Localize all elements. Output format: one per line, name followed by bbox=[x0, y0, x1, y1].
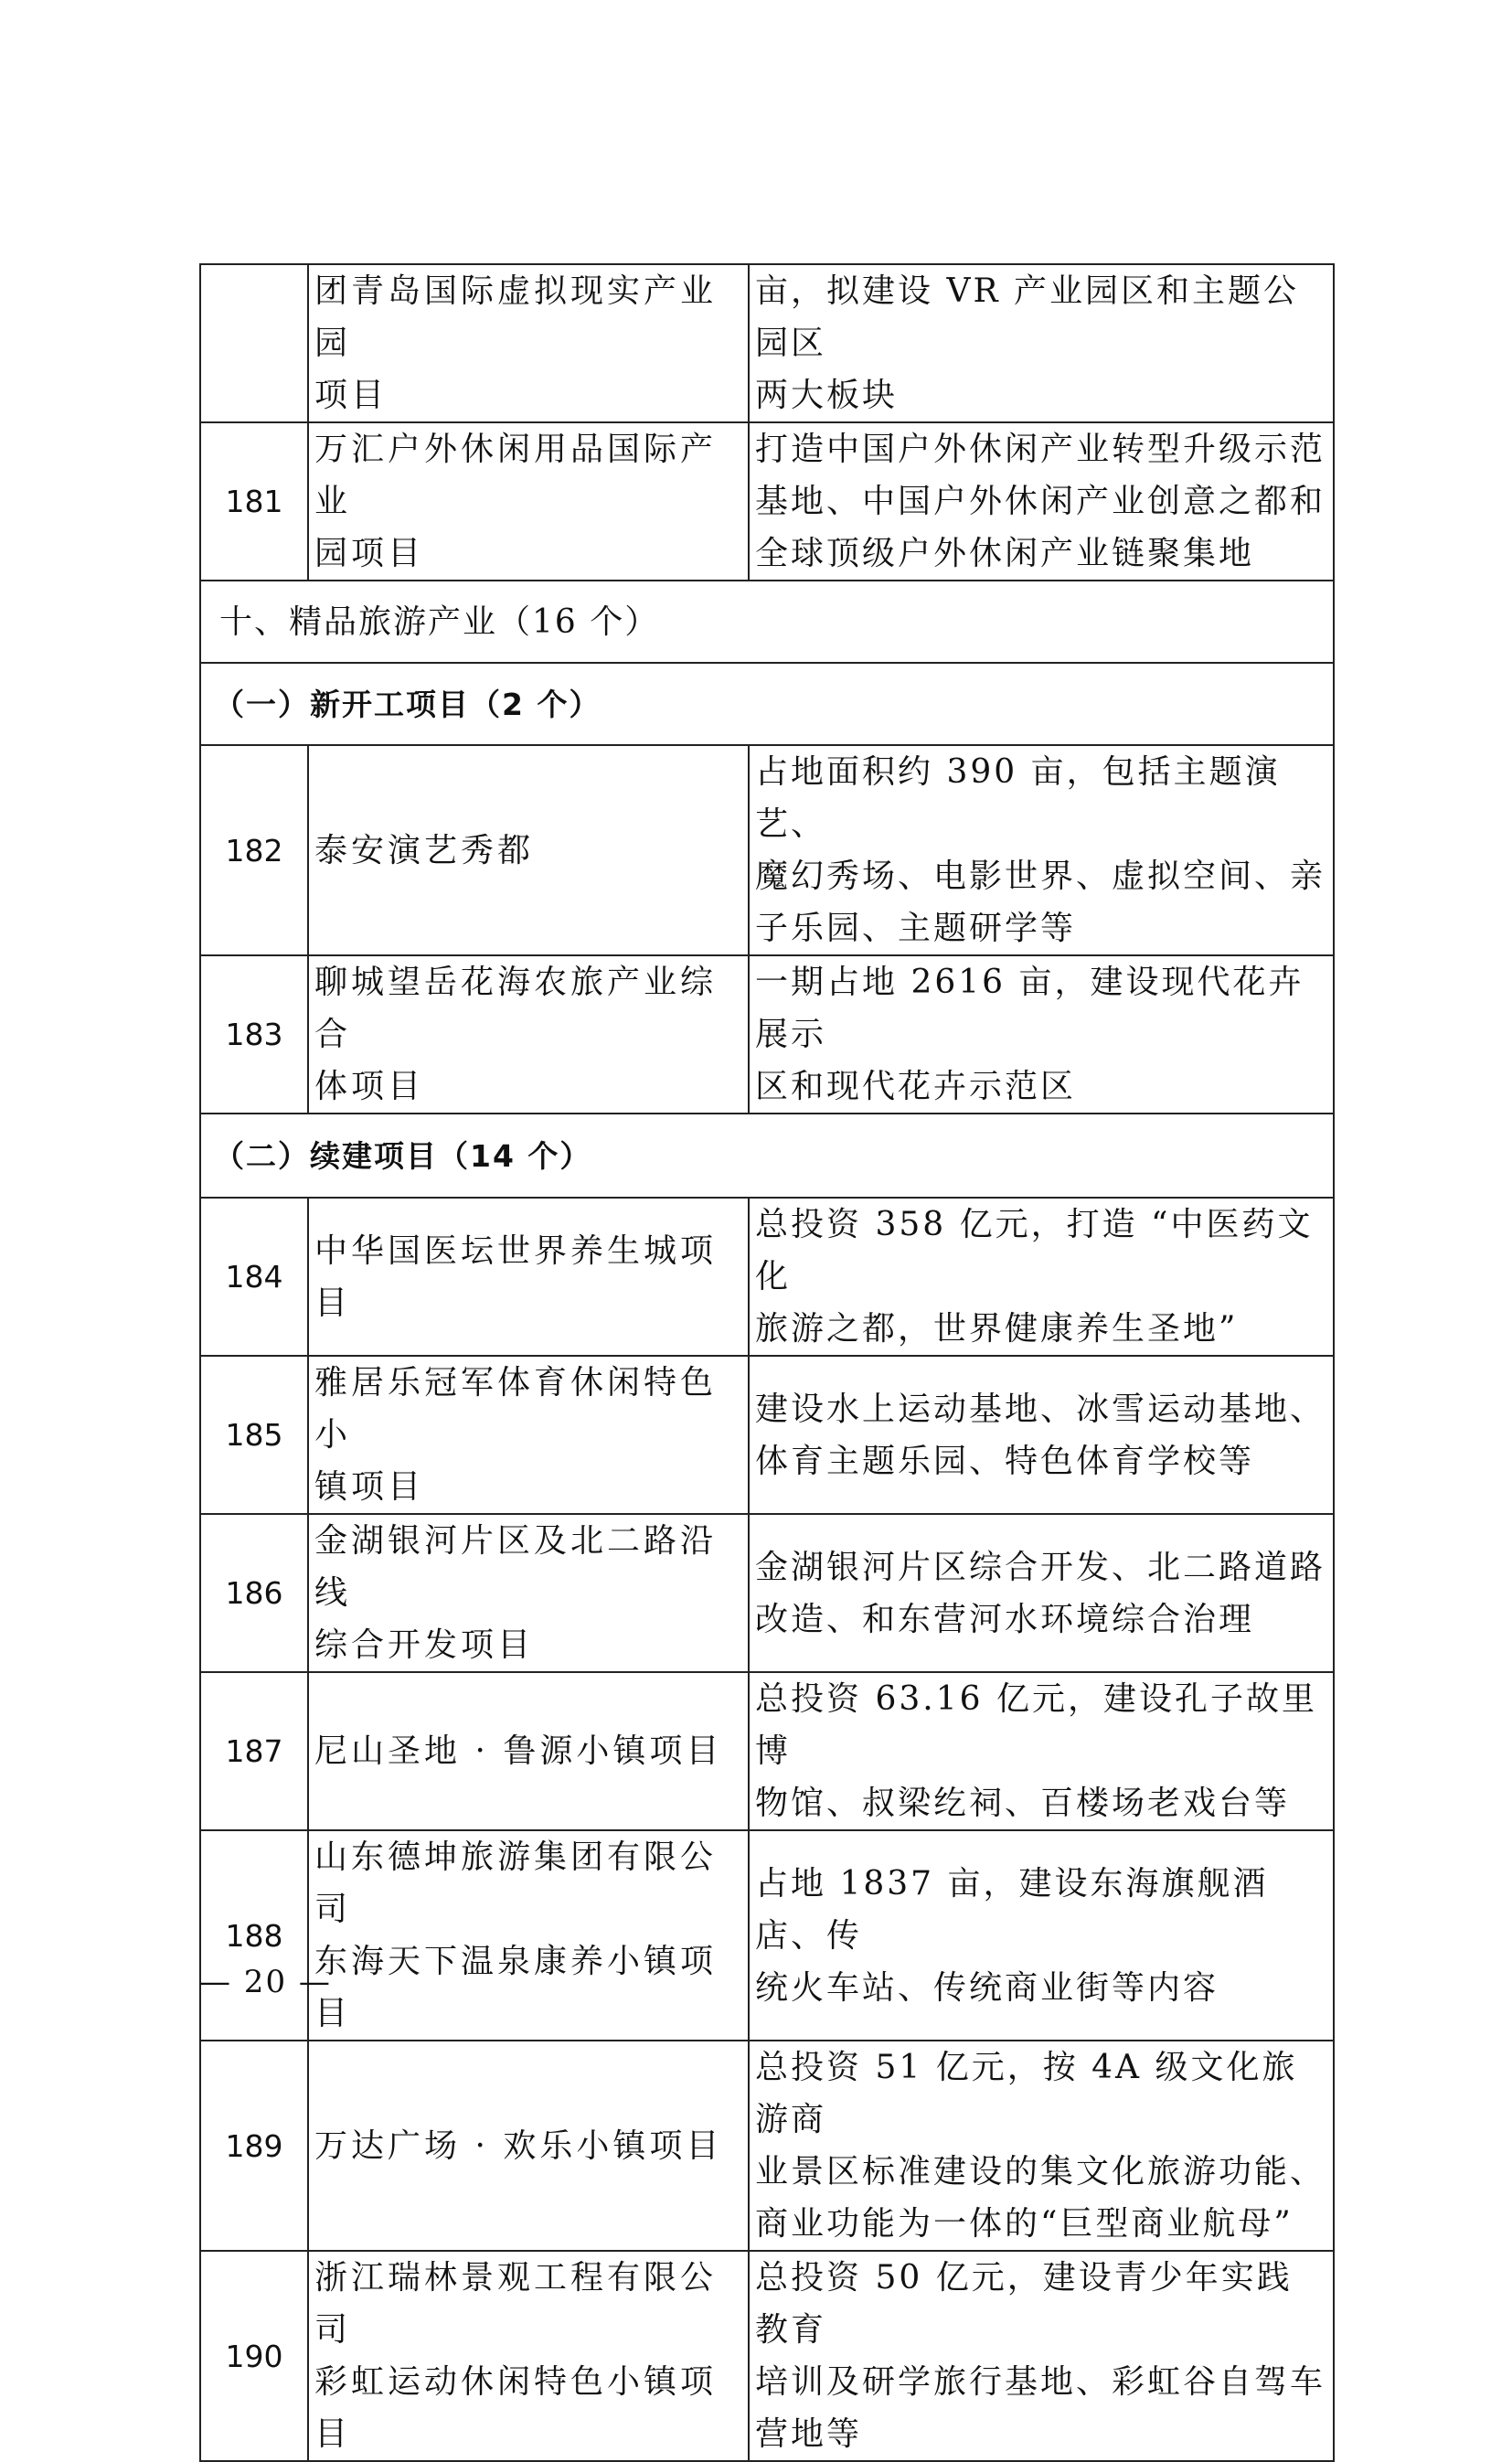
project-description: 亩，拟建设 VR 产业园区和主题公园区 两大板块 bbox=[749, 264, 1334, 422]
project-description: 建设水上运动基地、冰雪运动基地、 体育主题乐园、特色体育学校等 bbox=[749, 1356, 1334, 1514]
section-heading: 十、精品旅游产业（16 个） bbox=[200, 581, 1334, 663]
project-name: 浙江瑞林景观工程有限公司 彩虹运动休闲特色小镇项目 bbox=[308, 2251, 749, 2461]
project-name: 尼山圣地 · 鲁源小镇项目 bbox=[308, 1672, 749, 1830]
project-name: 聊城望岳花海农旅产业综合 体项目 bbox=[308, 955, 749, 1114]
project-description: 占地面积约 390 亩，包括主题演艺、 魔幻秀场、电影世界、虚拟空间、亲 子乐园、主题研学等 bbox=[749, 745, 1334, 955]
project-name: 山东德坤旅游集团有限公司 东海天下温泉康养小镇项目 bbox=[308, 1830, 749, 2041]
project-number: 185 bbox=[200, 1356, 308, 1514]
project-description: 总投资 63.16 亿元，建设孔子故里博 物馆、叔梁纥祠、百楼场老戏台等 bbox=[749, 1672, 1334, 1830]
project-table bbox=[199, 263, 1335, 2462]
table-row bbox=[200, 745, 1334, 955]
project-number: 187 bbox=[200, 1672, 308, 1830]
subsection-heading: （一）新开工项目（2 个） bbox=[200, 663, 1334, 745]
project-name: 金湖银河片区及北二路沿线 综合开发项目 bbox=[308, 1514, 749, 1672]
project-name: 团青岛国际虚拟现实产业园 项目 bbox=[308, 264, 749, 422]
project-description: 总投资 358 亿元，打造 “中医药文化 旅游之都，世界健康养生圣地” bbox=[749, 1198, 1334, 1356]
page-number: — 20 — bbox=[199, 1964, 332, 2000]
project-number bbox=[200, 264, 308, 422]
table-row bbox=[200, 1672, 1334, 1830]
project-name: 雅居乐冠军体育休闲特色小 镇项目 bbox=[308, 1356, 749, 1514]
table-row bbox=[200, 2041, 1334, 2251]
project-number: 181 bbox=[200, 422, 308, 581]
project-number: 190 bbox=[200, 2251, 308, 2461]
project-name: 中华国医坛世界养生城项目 bbox=[308, 1198, 749, 1356]
subsection-row bbox=[200, 663, 1334, 745]
project-name: 泰安演艺秀都 bbox=[308, 745, 749, 955]
table-row bbox=[200, 1830, 1334, 2041]
table-row bbox=[200, 955, 1334, 1114]
project-name: 万达广场 · 欢乐小镇项目 bbox=[308, 2041, 749, 2251]
project-description: 金湖银河片区综合开发、北二路道路 改造、和东营河水环境综合治理 bbox=[749, 1514, 1334, 1672]
project-description: 总投资 50 亿元，建设青少年实践教育 培训及研学旅行基地、彩虹谷自驾车 营地等 bbox=[749, 2251, 1334, 2461]
project-name: 万汇户外休闲用品国际产业 园项目 bbox=[308, 422, 749, 581]
project-number: 183 bbox=[200, 955, 308, 1114]
section-row bbox=[200, 581, 1334, 663]
project-description: 占地 1837 亩，建设东海旗舰酒店、传 统火车站、传统商业街等内容 bbox=[749, 1830, 1334, 2041]
project-number: 189 bbox=[200, 2041, 308, 2251]
subsection-row bbox=[200, 1114, 1334, 1198]
project-number: 186 bbox=[200, 1514, 308, 1672]
subsection-heading: （二）续建项目（14 个） bbox=[200, 1114, 1334, 1198]
table-row bbox=[200, 422, 1334, 581]
project-description: 一期占地 2616 亩，建设现代花卉展示 区和现代花卉示范区 bbox=[749, 955, 1334, 1114]
table-row bbox=[200, 1356, 1334, 1514]
table-row bbox=[200, 2251, 1334, 2461]
table-row bbox=[200, 1198, 1334, 1356]
project-description: 打造中国户外休闲产业转型升级示范 基地、中国户外休闲产业创意之都和 全球顶级户外休闲产业链聚集地 bbox=[749, 422, 1334, 581]
project-number: 182 bbox=[200, 745, 308, 955]
project-description: 总投资 51 亿元，按 4A 级文化旅游商 业景区标准建设的集文化旅游功能、 商业功能为一体的“巨型商业航母” bbox=[749, 2041, 1334, 2251]
table-row bbox=[200, 1514, 1334, 1672]
project-number: 188 bbox=[200, 1830, 308, 2041]
project-number: 184 bbox=[200, 1198, 308, 1356]
table-row bbox=[200, 264, 1334, 422]
